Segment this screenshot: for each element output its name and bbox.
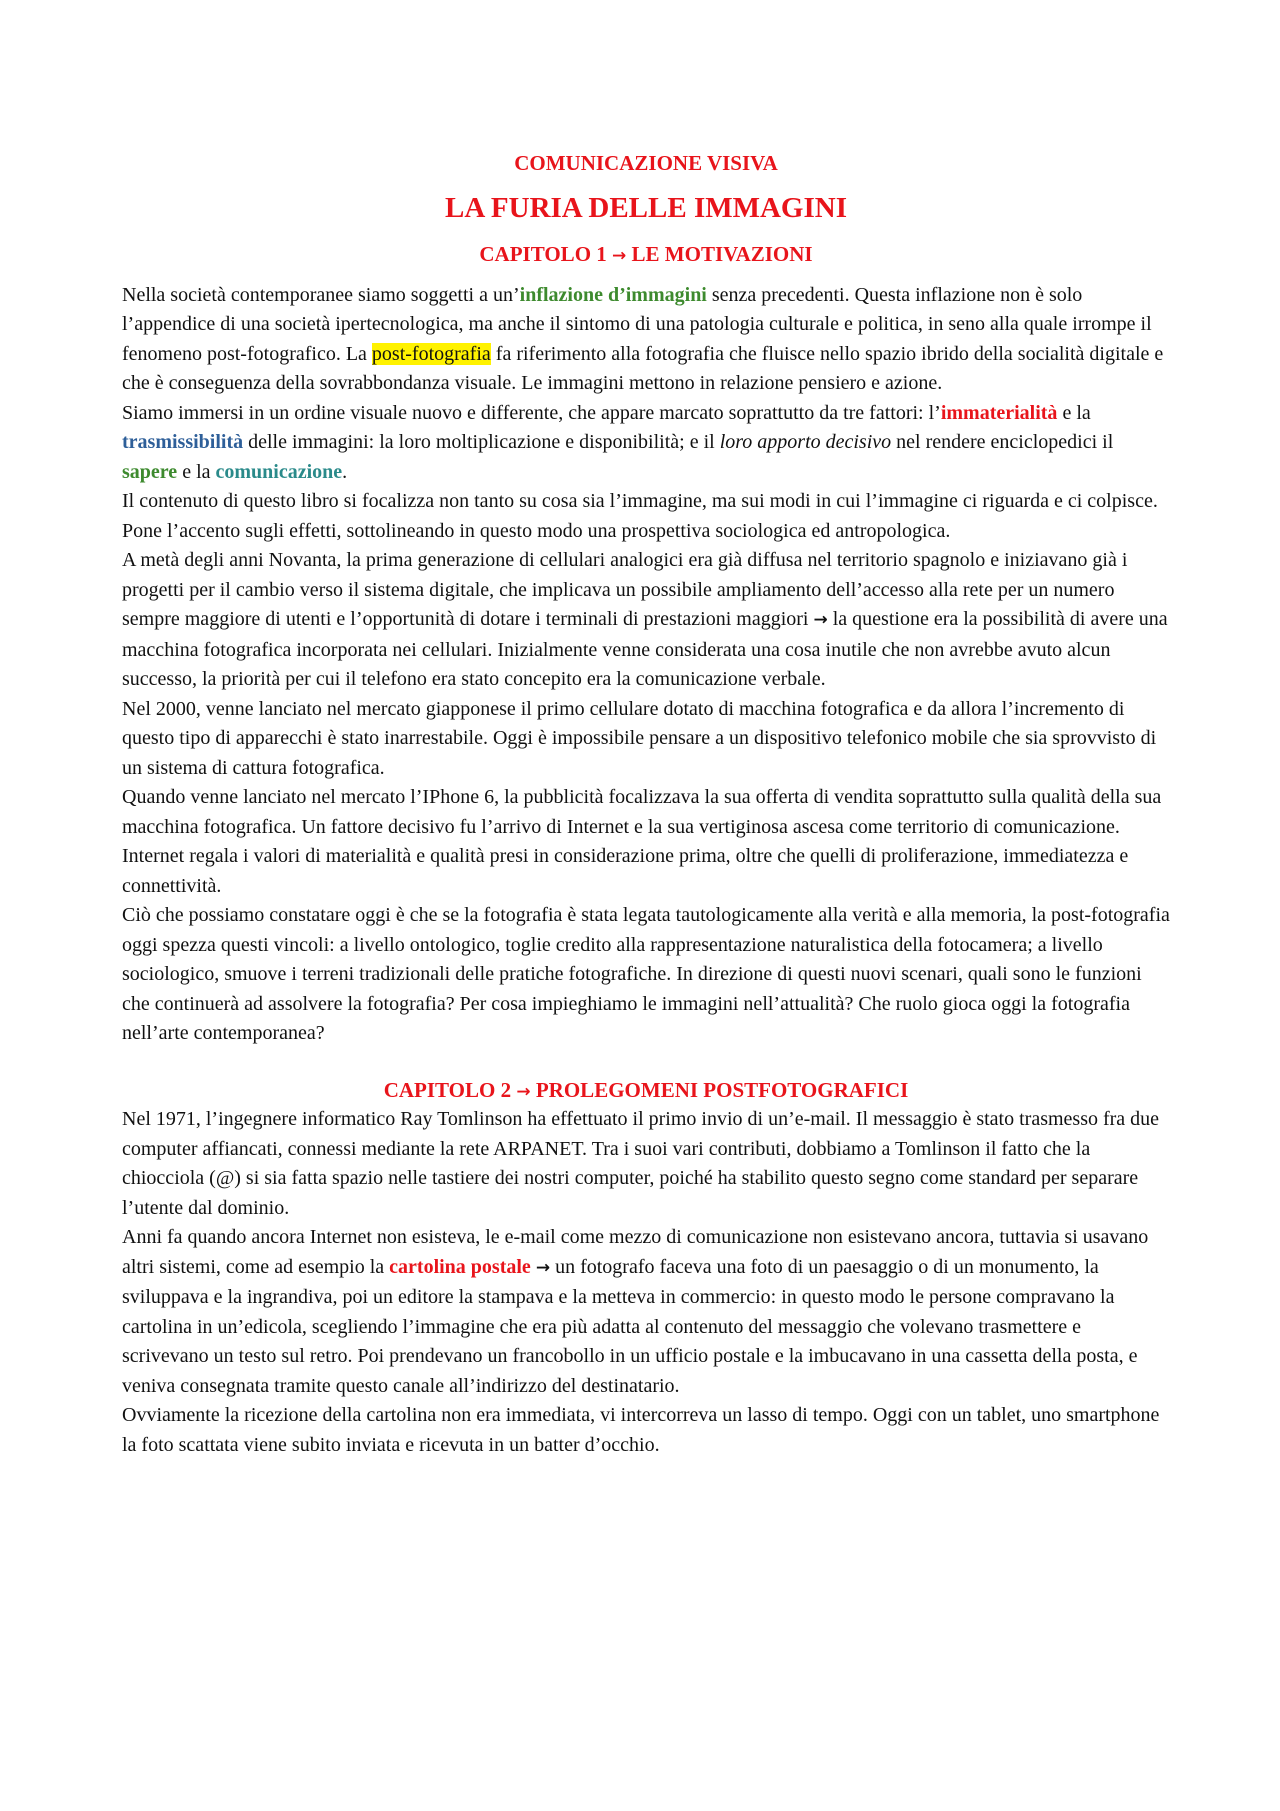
- text-run: Siamo immersi in un ordine visuale nuovo e differente, che appare marcato soprattutto da tre fattori: l’: [122, 401, 941, 424]
- text-run: .: [342, 460, 348, 483]
- document-title: COMUNICAZIONE VISIVA: [514, 151, 778, 175]
- ch1-paragraph-5: Nel 2000, venne lanciato nel mercato giapponese il primo cellulare dotato di macchina fotografica e da allora l’incremento di questo tipo di apparecchi è stato inarrestabile. Oggi è impossibile pensare a un dispositivo telefonico mobile che sia sprovvisto di un sistema di cattura fotografica.: [122, 697, 1157, 779]
- keyword-trasmissibilita: trasmissibilità: [122, 431, 244, 454]
- keyword-comunicazione: comunicazione: [215, 460, 343, 483]
- chapter-2-title: PROLEGOMENI POSTFOTOGRAFICI: [535, 1077, 909, 1102]
- ch2-paragraph-3: Ovviamente la ricezione della cartolina non era immediata, vi intercorreva un lasso di tempo. Oggi con un tablet, uno smartphone la foto scattata viene subito inviata e ricevuta in un batter d’occhio.: [122, 1404, 1160, 1456]
- ch1-paragraph-7: Ciò che possiamo constatare oggi è che se la fotografia è stata legata tautologicamente alla verità e alla memoria, la post-fotografia oggi spezza questi vincoli: a livello ontologico, toglie credito alla rappresentazione naturalistica della fotocamera; a livello sociologico, smuove i terreni tradizionali delle pratiche fotografiche. In direzione di questi nuovi scenari, quali sono le funzioni che continuerà ad assolvere la fotografia? Per cosa impieghiamo le immagini nell’attualità? Che ruolo gioca oggi la fotografia nell’arte contemporanea?: [122, 904, 1170, 1045]
- ch1-paragraph-2: [122, 399, 1170, 488]
- ch2-paragraph-2: [122, 1223, 1170, 1401]
- text-run: la questione era la possibilità di avere una macchina fotografica incorporata nei cellulari. Inizialmente venne considerata una cosa inutile che non avrebbe avuto alcun successo, la priorità per cui il telefono era stato concepito era la comunicazione verbale.: [122, 608, 1168, 691]
- ch1-paragraph-1: [122, 281, 1170, 399]
- text-run: senza precedenti. Questa inflazione non è solo l’appendice di una società ipertecnologica, ma anche il sintomo di una patologia culturale e politica, in seno alla quale irrompe il fenomeno post-fotografico. La: [122, 283, 1152, 365]
- text-run: e la: [177, 460, 216, 483]
- chapter-1-title: LE MOTIVAZIONI: [631, 241, 813, 266]
- highlighted-post-fotografia: post-fotografia: [371, 342, 491, 365]
- keyword-inflazione: inflazione d’immagini: [519, 283, 707, 306]
- ch2-paragraph-1: Nel 1971, l’ingegnere informatico Ray Tomlinson ha effettuato il primo invio di un’e-mail. Il messaggio è stato trasmesso fra due computer affiancati, connessi mediante la rete ARPANET. Tra i suoi vari contributi, dobbiamo a Tomlinson il fatto che la chiocciola (@) si sia fatta spazio nelle tastiere dei nostri computer, poiché ha stabilito questo segno come standard per separare l’utente dal dominio.: [122, 1108, 1160, 1219]
- chapter-1-number: CAPITOLO 1: [479, 241, 607, 266]
- ch1-paragraph-4: [122, 546, 1170, 695]
- keyword-sapere: sapere: [122, 460, 178, 483]
- arrow-right-icon: →: [813, 610, 828, 631]
- text-run: Anni fa quando ancora Internet non esisteva, le e-mail come mezzo di comunicazione non esistevano ancora, tuttavia si usavano altri sistemi, come ad esempio la: [122, 1226, 1149, 1278]
- text-run: Nella società contemporanee siamo soggetti a un’: [122, 283, 520, 306]
- text-run: delle immagini: la loro moltiplicazione e disponibilità; e il: [243, 431, 720, 454]
- text-run: A metà degli anni Novanta, la prima generazione di cellulari analogici era già diffusa nel territorio spagnolo e iniziavano già i progetti per il cambio verso il sistema digitale, che implicava un possibile ampliamento dell’accesso alla rete per un numero sempre maggiore di utenti e l’opportunità di dotare i terminali di prestazioni maggiori: [122, 549, 1128, 631]
- keyword-cartolina-postale: cartolina postale: [389, 1255, 531, 1278]
- chapter-2-heading: [122, 1077, 1170, 1103]
- book-title: LA FURIA DELLE IMMAGINI: [444, 192, 848, 225]
- arrow-right-icon: →: [516, 1081, 531, 1102]
- arrow-right-icon: →: [612, 245, 627, 266]
- document-body: [122, 150, 1170, 1460]
- text-run: fa riferimento alla fotografia che fluisce nello spazio ibrido della socialità digitale e che è conseguenza della sovrabbondanza visuale. Le immagini mettono in relazione pensiero e azione.: [122, 342, 1164, 395]
- chapter-1-heading: [122, 241, 1170, 267]
- chapter-2-number: CAPITOLO 2: [383, 1077, 512, 1102]
- text-run: un fotografo faceva una foto di un paesaggio o di un monumento, la sviluppava e la ingrandiva, poi un editore la stampava e la metteva in commercio: in questo modo le persone compravano la cartolina in un’edicola, scegliendo l’immagine che era più adatta al contenuto del messaggio che volevano trasmettere e scrivevano un testo sul retro. Poi prendevano un francobollo in un ufficio postale e la imbucavano in una cassetta della posta, e veniva consegnata tramite questo canale all’indirizzo del destinatario.: [122, 1255, 1138, 1397]
- keyword-immaterialita: immaterialità: [940, 401, 1058, 424]
- ch1-paragraph-3: Il contenuto di questo libro si focalizza non tanto su cosa sia l’immagine, ma sui modi in cui l’immagine ci riguarda e ci colpisce. Pone l’accento sugli effetti, sottolineando in questo modo una prospettiva sociologica ed antropologica.: [122, 490, 1158, 542]
- italic-apporto: loro apporto decisivo: [719, 431, 892, 454]
- text-run: nel rendere enciclopedici il: [891, 431, 1114, 454]
- ch1-paragraph-6: Quando venne lanciato nel mercato l’IPhone 6, la pubblicità focalizzava la sua offerta di vendita soprattutto sulla qualità della sua macchina fotografica. Un fattore decisivo fu l’arrivo di Internet e la sua vertiginosa ascesa come territorio di comunicazione. Internet regala i valori di materialità e qualità presi in considerazione prima, oltre che quelli di proliferazione, immediatezza e connettività.: [122, 786, 1162, 897]
- text-run: e la: [1057, 401, 1091, 424]
- arrow-right-icon: →: [535, 1257, 551, 1278]
